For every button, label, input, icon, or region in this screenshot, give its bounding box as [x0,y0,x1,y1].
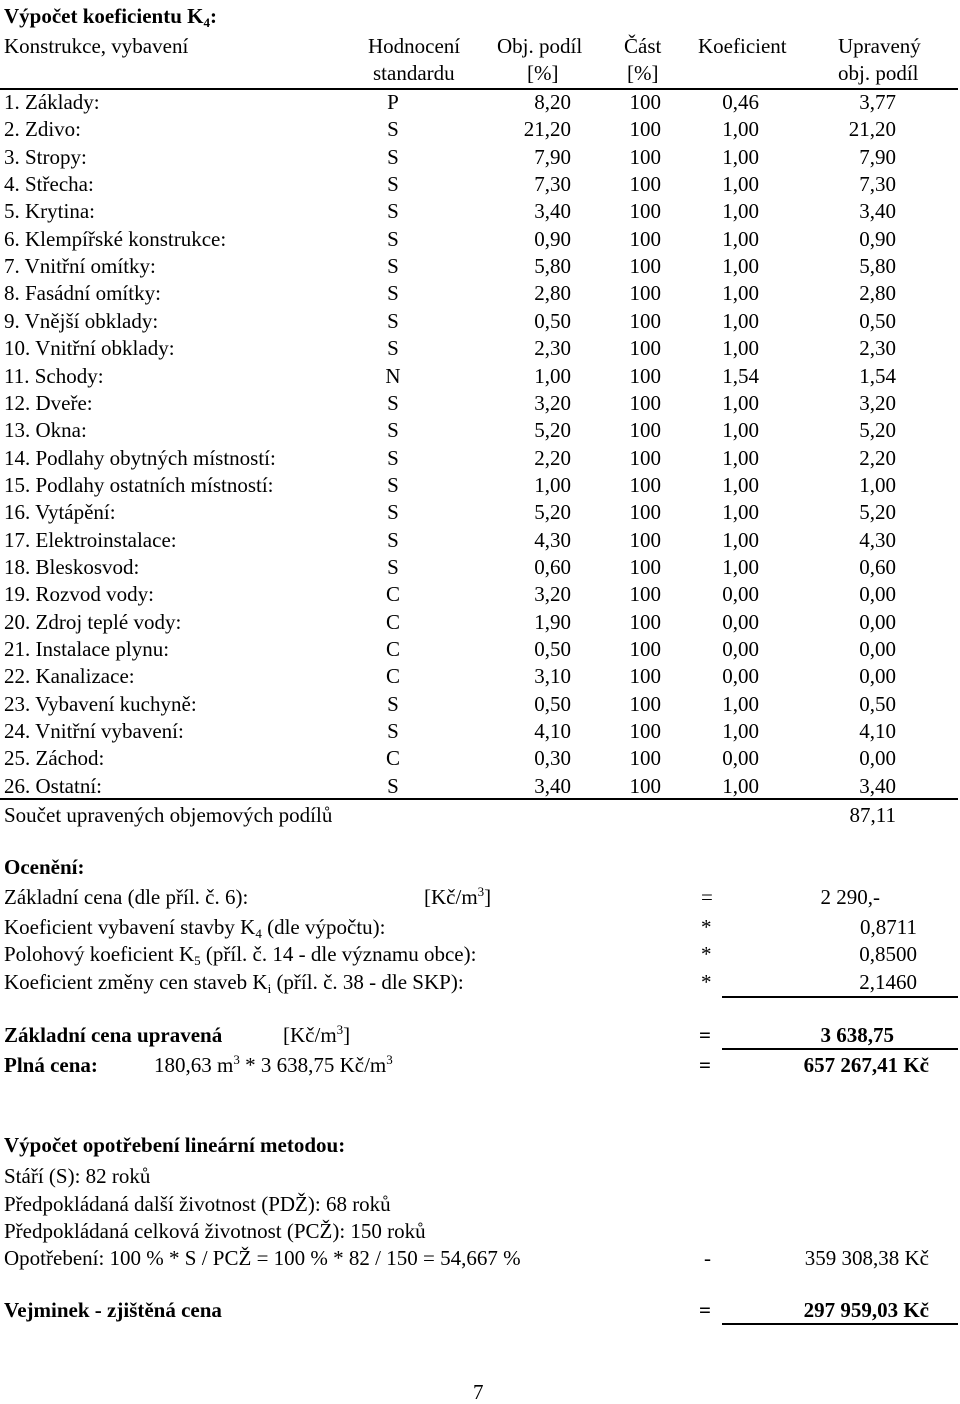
vejminek-label: Vejminek - zjištěná cena [4,1298,222,1322]
row-std: S [387,117,399,141]
row-name: 24. Vnitřní vybavení: [4,719,184,743]
header-part-1: Část [624,34,662,58]
upravena-unit: $[Kč/m^3]$ [283,1022,351,1047]
row-part: 100 [629,719,661,743]
row-name: 16. Vytápění: [4,500,116,524]
row-obj: 4,10 [534,719,571,743]
k4-value: 0,8711 [860,915,917,939]
row-koef: 0,46 [722,90,759,114]
vejminek-op: = [699,1298,711,1322]
row-name: 1. Základy: [4,90,100,114]
row-part: 100 [629,418,661,442]
row-koef: 1,00 [722,199,759,223]
page-number: 7 [473,1380,484,1404]
row-koef: 0,00 [722,582,759,606]
row-upr: 0,00 [859,664,896,688]
row-part: 100 [629,664,661,688]
row-upr: 7,90 [859,145,896,169]
row-std: S [387,145,399,169]
row-upr: 2,20 [859,446,896,470]
row-upr: 5,20 [859,418,896,442]
row-koef: 1,00 [722,336,759,360]
upravena-rule [722,1048,958,1050]
row-koef: 0,00 [722,664,759,688]
oceneni-heading: Ocenění: [4,855,85,879]
opotrebeni-calc: Opotřebení: 100 % * S / PCŽ = 100 % * 82 / 150 = 54,667 % [4,1246,521,1270]
row-name: 15. Podlahy ostatních místností: [4,473,274,497]
row-name: 7. Vnitřní omítky: [4,254,156,278]
row-obj: 8,20 [534,90,571,114]
pcz-text: Předpokládaná celková životnost (PCŽ): 150 roků [4,1219,426,1243]
row-part: 100 [629,637,661,661]
row-std: N [385,364,401,388]
row-obj: 1,00 [534,364,571,388]
row-std: S [387,446,399,470]
row-name: 13. Okna: [4,418,87,442]
row-koef: 1,00 [722,254,759,278]
row-std: P [387,90,399,114]
row-upr: 5,80 [859,254,896,278]
row-name: 14. Podlahy obytných místností: [4,446,276,470]
row-std: S [387,336,399,360]
ki-value: 2,1460 [859,970,917,994]
row-obj: 3,10 [534,664,571,688]
plna-cena-label: Plná cena: [4,1053,98,1077]
page-title: Výpočet koeficientu $K_4$: [4,4,217,30]
row-part: 100 [629,227,661,251]
row-koef: 1,00 [722,391,759,415]
row-std: C [385,746,400,770]
row-std: S [387,418,399,442]
row-part: 100 [629,774,661,798]
row-part: 100 [629,309,661,333]
row-koef: 0,00 [722,746,759,770]
row-upr: 21,20 [848,117,896,141]
row-name: 3. Stropy: [4,145,87,169]
row-std: S [387,199,399,223]
row-name: 21. Instalace plynu: [4,637,170,661]
row-koef: 1,00 [722,719,759,743]
row-upr: 7,30 [859,172,896,196]
row-std: C [385,664,400,688]
row-koef: 0,00 [722,610,759,634]
row-obj: 0,30 [534,746,571,770]
row-std: C [385,610,400,634]
header-part-2: [%] [627,61,659,85]
zakladni-cena-unit: $[Kč/m^3]$ [424,884,492,909]
row-part: 100 [629,473,661,497]
row-obj: 7,30 [534,172,571,196]
row-part: 100 [629,117,661,141]
row-koef: 1,00 [722,172,759,196]
zakladni-cena-label: Základní cena (dle příl. č. 6): [4,885,249,909]
row-std: C [385,582,400,606]
row-koef: 1,00 [722,309,759,333]
row-part: 100 [629,336,661,360]
row-std: S [387,281,399,305]
row-name: 12. Dveře: [4,391,93,415]
row-part: 100 [629,500,661,524]
row-koef: 1,00 [722,227,759,251]
row-part: 100 [629,364,661,388]
upravena-op: = [699,1023,711,1047]
sum-label: Součet upravených objemových podílů [4,803,333,827]
row-obj: 2,20 [534,446,571,470]
row-obj: 0,50 [534,637,571,661]
row-upr: 0,50 [859,309,896,333]
row-obj: 0,60 [534,555,571,579]
row-name: 20. Zdroj teplé vody: [4,610,182,634]
row-upr: 0,50 [859,692,896,716]
row-part: 100 [629,446,661,470]
row-upr: 5,20 [859,500,896,524]
row-std: S [387,692,399,716]
row-part: 100 [629,692,661,716]
row-obj: 0,90 [534,227,571,251]
row-std: S [387,528,399,552]
row-koef: 1,00 [722,145,759,169]
row-koef: 1,00 [722,418,759,442]
row-upr: 0,00 [859,582,896,606]
row-upr: 3,40 [859,199,896,223]
row-obj: 3,20 [534,391,571,415]
k4-label: Koeficient vybavení stavby $K_4$ (dle výpočtu): [4,915,386,941]
row-std: C [385,637,400,661]
ki-op: * [701,970,712,994]
opotrebeni-heading: Výpočet opotřebení lineární metodou: [4,1133,346,1157]
k5-op: * [701,942,712,966]
row-std: S [387,172,399,196]
zakladni-cena-op: = [701,885,713,909]
row-koef: 1,00 [722,555,759,579]
plna-cena-op: = [699,1053,711,1077]
row-koef: 1,00 [722,446,759,470]
row-name: 2. Zdivo: [4,117,81,141]
row-std: S [387,254,399,278]
row-std: S [387,774,399,798]
row-obj: 7,90 [534,145,571,169]
row-obj: 21,20 [523,117,571,141]
row-name: 8. Fasádní omítky: [4,281,161,305]
header-koef: Koeficient [698,34,787,58]
opotrebeni-value: 359 308,38 Kč [804,1246,929,1270]
zakladni-cena-value: 2 290,- [820,885,880,909]
upravena-label: Základní cena upravená [4,1023,223,1047]
row-part: 100 [629,145,661,169]
row-obj: 1,90 [534,610,571,634]
row-obj: 0,50 [534,309,571,333]
row-koef: 1,00 [722,500,759,524]
row-name: 10. Vnitřní obklady: [4,336,175,360]
row-obj: 1,00 [534,473,571,497]
pdz-text: Předpokládaná další životnost (PDŽ): 68 roků [4,1192,391,1216]
header-name: Konstrukce, vybavení [4,34,189,58]
row-obj: 3,20 [534,582,571,606]
row-part: 100 [629,391,661,415]
ki-label: Koeficient změny cen staveb $K_i$ (příl. č. 38 - dle SKP): [4,970,464,996]
row-name: 25. Záchod: [4,746,105,770]
plna-cena-value: 657 267,41 Kč [803,1053,929,1077]
vejminek-value: 297 959,03 Kč [803,1298,929,1322]
row-part: 100 [629,281,661,305]
header-std-1: Hodnocení [368,34,461,58]
header-std-2: standardu [373,61,455,85]
header-upr-1: Upravený [838,34,921,58]
row-upr: 3,40 [859,774,896,798]
plna-cena-calc: 180,63 $m^3 * 3$ 638,75 $Kč/m^3$ [154,1052,393,1077]
row-koef: 1,00 [722,692,759,716]
row-upr: 0,00 [859,610,896,634]
row-part: 100 [629,555,661,579]
row-part: 100 [629,199,661,223]
row-obj: 0,50 [534,692,571,716]
row-std: S [387,500,399,524]
row-koef: 1,54 [722,364,759,388]
row-std: S [387,719,399,743]
row-std: S [387,555,399,579]
row-name: 23. Vybavení kuchyně: [4,692,197,716]
row-part: 100 [629,172,661,196]
row-std: S [387,309,399,333]
row-part: 100 [629,610,661,634]
row-upr: 0,90 [859,227,896,251]
row-upr: 0,60 [859,555,896,579]
header-upr-2: obj. podíl [838,61,919,85]
row-upr: 3,77 [859,90,896,114]
k5-label: Polohový koeficient $K_5$ (příl. č. 14 - dle významu obce): [4,942,477,968]
sum-value: 87,11 [849,803,896,827]
row-upr: 2,80 [859,281,896,305]
ki-rule [722,996,958,998]
row-name: 6. Klempířské konstrukce: [4,227,227,251]
row-part: 100 [629,582,661,606]
vejminek-rule [722,1323,958,1325]
k5-value: 0,8500 [859,942,917,966]
row-name: 17. Elektroinstalace: [4,528,177,552]
header-obj-1: Obj. podíl [497,34,583,58]
row-obj: 3,40 [534,199,571,223]
row-upr: 1,54 [859,364,896,388]
row-part: 100 [629,254,661,278]
k4-op: * [701,915,712,939]
row-obj: 5,20 [534,418,571,442]
row-name: 5. Krytina: [4,199,95,223]
row-std: S [387,227,399,251]
row-koef: 1,00 [722,281,759,305]
row-name: 22. Kanalizace: [4,664,135,688]
row-upr: 4,30 [859,528,896,552]
row-name: 19. Rozvod vody: [4,582,154,606]
upravena-value: 3 638,75 [820,1023,894,1047]
row-name: 26. Ostatní: [4,774,102,798]
header-obj-2: [%] [527,61,559,85]
stari-text: Stáří (S): 82 roků [4,1164,151,1188]
row-upr: 2,30 [859,336,896,360]
row-koef: 1,00 [722,774,759,798]
row-upr: 0,00 [859,637,896,661]
row-koef: 1,00 [722,473,759,497]
row-upr: 0,00 [859,746,896,770]
row-obj: 2,30 [534,336,571,360]
row-obj: 5,80 [534,254,571,278]
row-name: 18. Bleskosvod: [4,555,140,579]
table-bottom-rule [0,798,958,800]
row-name: 11. Schody: [4,364,104,388]
row-obj: 2,80 [534,281,571,305]
row-obj: 5,20 [534,500,571,524]
row-name: 4. Střecha: [4,172,94,196]
row-std: S [387,473,399,497]
row-koef: 1,00 [722,528,759,552]
row-part: 100 [629,528,661,552]
row-koef: 1,00 [722,117,759,141]
row-part: 100 [629,746,661,770]
row-obj: 4,30 [534,528,571,552]
header-rule [0,88,958,90]
row-upr: 1,00 [859,473,896,497]
row-part: 100 [629,90,661,114]
row-koef: 0,00 [722,637,759,661]
row-obj: 3,40 [534,774,571,798]
row-name: 9. Vnější obklady: [4,309,159,333]
row-upr: 3,20 [859,391,896,415]
row-std: S [387,391,399,415]
row-upr: 4,10 [859,719,896,743]
opotrebeni-op: - [704,1246,711,1270]
